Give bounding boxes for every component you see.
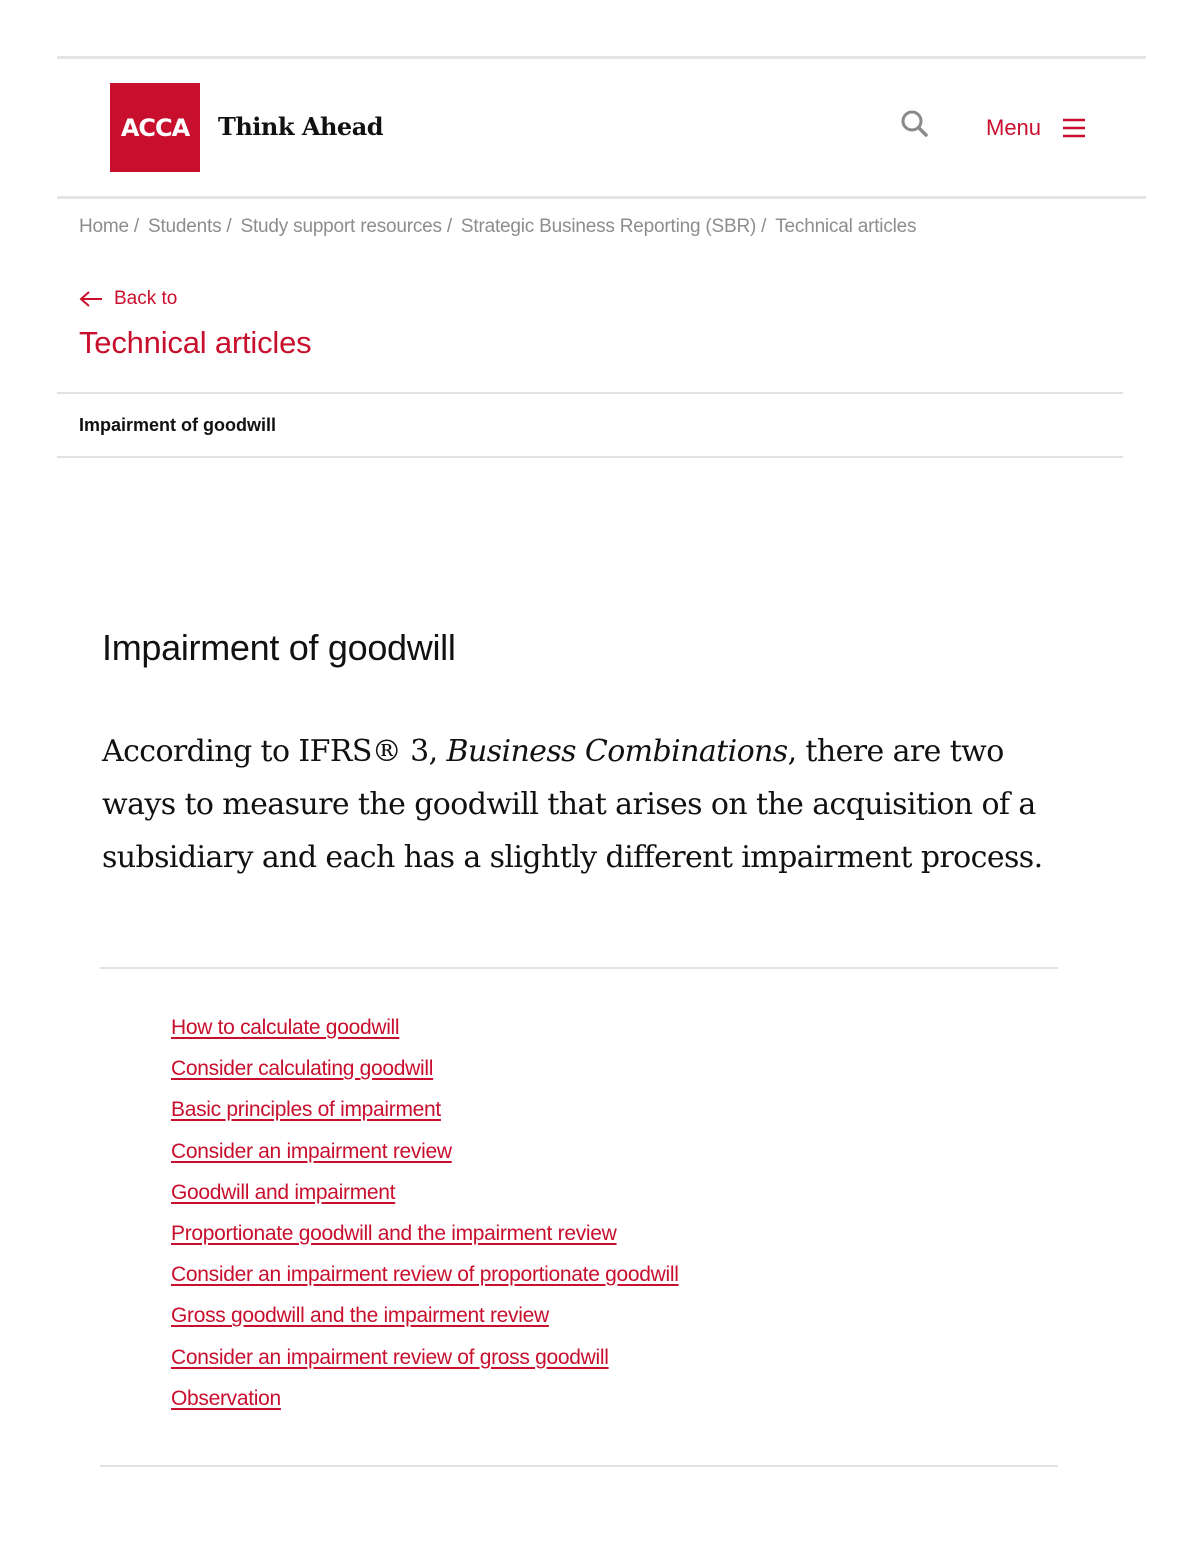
menu-button[interactable]: [986, 112, 1087, 144]
current-page-label: Impairment of goodwill: [79, 415, 276, 435]
toc-item: [171, 1387, 679, 1428]
tagline: Think Ahead: [218, 112, 384, 141]
toc-link-gross-goodwill[interactable]: Gross goodwill and the impairment review: [171, 1304, 549, 1328]
search-button[interactable]: [898, 108, 930, 140]
search-icon: [898, 108, 930, 140]
toc-item: [171, 1304, 679, 1345]
header-top-divider: [57, 56, 1146, 59]
toc-link-consider-calculating-goodwill[interactable]: Consider calculating goodwill: [171, 1057, 434, 1081]
toc-link-goodwill-and-impairment[interactable]: Goodwill and impairment: [171, 1180, 396, 1204]
section-title-link[interactable]: Technical articles: [79, 325, 312, 360]
toc-link-basic-principles[interactable]: Basic principles of impairment: [171, 1098, 441, 1122]
toc-link-review-gross-goodwill[interactable]: Consider an impairment review of gross goodwill: [171, 1345, 609, 1369]
back-label: Back to: [114, 288, 178, 309]
toc-item: [171, 1181, 679, 1222]
toc-item: [171, 1222, 679, 1263]
toc-divider: [100, 1465, 1058, 1467]
back-link[interactable]: [78, 288, 177, 310]
intro-italic-title: Business Combinations: [446, 734, 788, 769]
toc-item: [171, 1098, 679, 1139]
breadcrumb-students[interactable]: Students: [147, 216, 222, 237]
toc-link-proportionate-goodwill[interactable]: Proportionate goodwill and the impairment review: [171, 1221, 617, 1245]
breadcrumb-technical-articles[interactable]: Technical articles: [775, 216, 917, 237]
toc-link-observation[interactable]: Observation: [171, 1386, 281, 1410]
toc-item: [171, 1263, 679, 1304]
breadcrumb: Home / Students / Study support resources / Strategic Business Reporting (SBR) / Technical articles: [79, 216, 917, 237]
section-divider-bottom: [57, 456, 1123, 458]
section-divider-top: [57, 392, 1123, 394]
toc-link-how-to-calculate-goodwill[interactable]: How to calculate goodwill: [171, 1016, 400, 1039]
breadcrumb-sbr[interactable]: Strategic Business Reporting (SBR): [460, 216, 757, 237]
arrow-left-icon: [78, 290, 104, 308]
table-of-contents: [171, 1016, 679, 1428]
logo-text: ACCA: [120, 113, 190, 142]
hamburger-icon: [1061, 116, 1087, 140]
toc-item: [171, 1057, 679, 1098]
toc-item: [171, 1016, 679, 1057]
acca-logo[interactable]: [110, 83, 200, 172]
menu-label: Menu: [986, 115, 1042, 140]
toc-link-consider-impairment-review[interactable]: Consider an impairment review: [171, 1139, 452, 1163]
header-bottom-divider: [57, 196, 1146, 199]
article-intro: According to IFRS® 3, Business Combinations, there are two ways to measure the goodwill that arises on the acquisition of a subsidiary and each has a slightly different impairment process.: [102, 734, 1043, 875]
toc-link-review-proportionate-goodwill[interactable]: Consider an impairment review of proportionate goodwill: [171, 1263, 679, 1287]
toc-item: [171, 1346, 679, 1387]
article-title: Impairment of goodwill: [102, 627, 456, 668]
breadcrumb-home[interactable]: Home: [79, 216, 129, 237]
intro-divider: [100, 967, 1058, 969]
breadcrumb-study-support-resources[interactable]: Study support resources: [240, 216, 442, 237]
toc-item: [171, 1140, 679, 1181]
